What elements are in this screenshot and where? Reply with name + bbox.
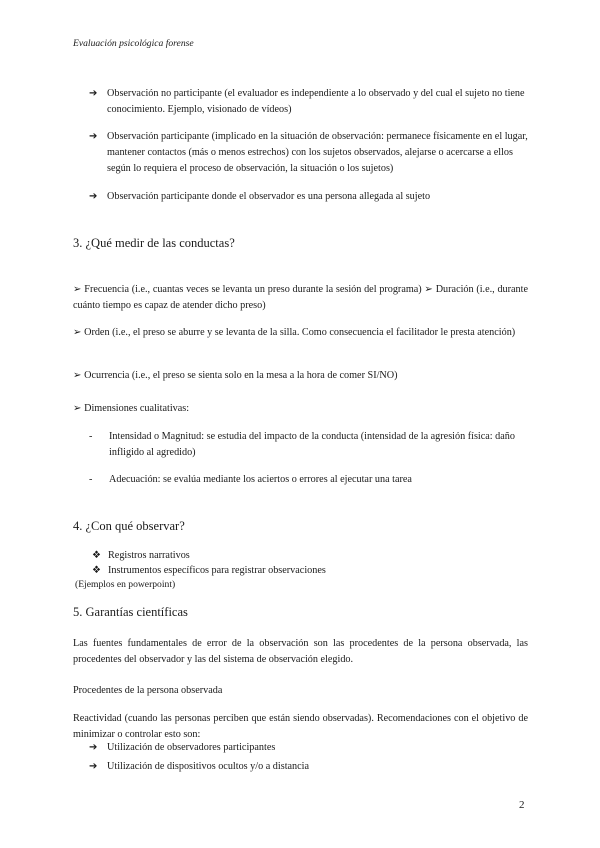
list-item xyxy=(89,740,529,756)
list-item-text: Intensidad o Magnitud: se estudia del impacto de la conducta (intensidad de la agresión física: daño infligido al agredido) xyxy=(109,431,515,458)
running-header: Evaluación psicológica forense xyxy=(73,38,194,49)
list-item xyxy=(92,548,190,564)
paragraph-frequency-duration: ➢ Frecuencia (i.e., cuantas veces se levanta un preso durante la sesión del programa) ➢ Duración (i.e., durante cuánto tiempo es capaz de atender dicho preso) xyxy=(73,284,529,311)
list-item-text: Observación no participante (el evaluador es independiente a lo observado y del cual el sujeto no tiene conocimiento. Ejemplo, visionado de vídeos) xyxy=(107,88,525,115)
page-number: 2 xyxy=(519,799,525,811)
list-item-text: Utilización de dispositivos ocultos y/o a distancia xyxy=(107,761,310,772)
subheading-observed-person: Procedentes de la persona observada xyxy=(73,685,223,696)
list-item-text: Observación participante (implicado en la situación de observación: permanece físicamente en el lugar, mantener contactos (más o menos estrechos) con los sujetos observados, alejarse o acercarse a ellos según lo requiera el proceso de observación, la situación o los sujetos) xyxy=(107,131,528,174)
arrow-bullet-icon: ➔ xyxy=(89,761,98,772)
paragraph-order: ➢ Orden (i.e., el preso se aburre y se levanta de la silla. Como consecuencia el facilitador le presta atención) xyxy=(73,327,516,338)
paragraph-error-sources: Las fuentes fundamentales de error de la observación son las procedentes de la persona observada, las procedentes del observador y las del sistema de observación elegido. xyxy=(73,638,528,665)
paragraph-qualitative: ➢ Dimensiones cualitativas: xyxy=(73,403,190,414)
diamond-bullet-icon: ❖ xyxy=(92,565,102,576)
arrow-bullet-icon: ➔ xyxy=(89,88,98,99)
triangle-bullet-icon: ➢ xyxy=(73,284,82,295)
list-item xyxy=(89,429,529,461)
arrow-bullet-icon: ➔ xyxy=(89,191,98,202)
triangle-bullet-icon: ➢ xyxy=(424,284,433,295)
diamond-bullet-icon: ❖ xyxy=(92,550,102,561)
triangle-bullet-icon: ➢ xyxy=(73,403,82,414)
list-item xyxy=(89,129,529,177)
list-item-text: Registros narrativos xyxy=(108,550,190,561)
list-item-text: Adecuación: se evalúa mediante los aciertos o errores al ejecutar una tarea xyxy=(109,474,412,485)
paragraph-reactivity: Reactividad (cuando las personas perciben que están siendo observadas). Recomendaciones con el objetivo de minimizar o controlar esto son: xyxy=(73,713,528,740)
triangle-bullet-icon: ➢ xyxy=(73,327,82,338)
list-item-text: Utilización de observadores participantes xyxy=(107,742,276,753)
list-item xyxy=(89,472,529,488)
list-item xyxy=(89,759,529,775)
section-heading-4: 4. ¿Con qué observar? xyxy=(73,519,185,533)
list-item xyxy=(89,189,529,205)
list-item-text: Instrumentos específicos para registrar observaciones xyxy=(108,565,326,576)
examples-note: (Ejemplos en powerpoint) xyxy=(75,579,176,590)
list-item-text: Observación participante donde el observador es una persona allegada al sujeto xyxy=(107,191,431,202)
arrow-bullet-icon: ➔ xyxy=(89,131,98,142)
paragraph-occurrence: ➢ Ocurrencia (i.e., el preso se sienta solo en la mesa a la hora de comer SI/NO) xyxy=(73,370,398,381)
section-heading-5: 5. Garantías científicas xyxy=(73,605,188,619)
list-item xyxy=(89,86,529,118)
arrow-bullet-icon: ➔ xyxy=(89,742,98,753)
dash-bullet-icon: - xyxy=(89,474,93,485)
dash-bullet-icon: - xyxy=(89,431,93,442)
triangle-bullet-icon: ➢ xyxy=(73,370,82,381)
section-heading-3: 3. ¿Qué medir de las conductas? xyxy=(73,236,235,250)
